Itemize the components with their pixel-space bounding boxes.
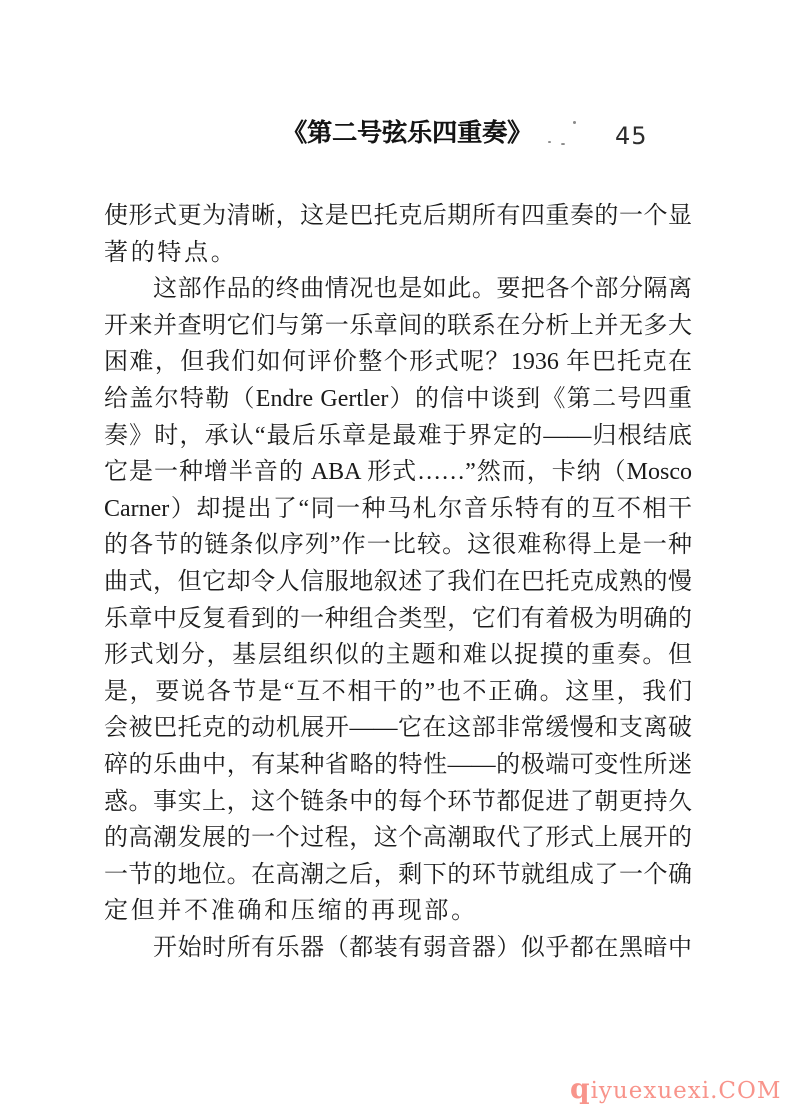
text-line: 曲式，但它却令人信服地叙述了我们在巴托克成熟的慢 <box>104 568 692 595</box>
text-line: 它是一种增半音的 ABA 形式……”然而，卡纳（Mosco <box>104 459 692 486</box>
text-line: 这部作品的终曲情况也是如此。要把各个部分隔离 <box>104 276 692 303</box>
scan-speck <box>561 143 565 145</box>
text-line: 定但并不准确和压缩的再现部。 <box>104 898 478 925</box>
scan-speck <box>548 141 551 143</box>
text-line: 是，要说各节是“互不相干的”也不正确。这里，我们 <box>104 678 692 705</box>
text-line: 著的特点。 <box>104 239 238 266</box>
text-line: 会被巴托克的动机展开——它在这部非常缓慢和支离破 <box>104 715 692 742</box>
text-line: 使形式更为清晰，这是巴托克后期所有四重奏的一个显 <box>104 203 692 229</box>
text-line: 困难，但我们如何评价整个形式呢？1936 年巴托克在 <box>104 349 692 376</box>
text-line: 乐章中反复看到的一种组合类型，它们有着极为明确的 <box>104 605 692 632</box>
text-line: 的各节的链条似序列”作一比较。这很难称得上是一种 <box>104 532 692 559</box>
text-line: 形式划分，基层组织似的主题和难以捉摸的重奏。但 <box>104 642 692 669</box>
scan-speck <box>573 121 576 124</box>
text-line: Carner）却提出了“同一种马札尔音乐特有的互不相干 <box>104 495 692 522</box>
text-line: 一节的地位。在高潮之后，剩下的环节就组成了一个确 <box>104 861 692 888</box>
site-watermark: qiyuexuexi.COM <box>570 1072 782 1105</box>
page-number: 45 <box>615 122 648 150</box>
text-line: 的高潮发展的一个过程，这个高潮取代了形式上展开的 <box>104 825 692 852</box>
text-line: 奏》时，承认“最后乐章是最难于界定的——归根结底 <box>104 422 692 449</box>
text-line: 开始时所有乐器（都装有弱音器）似乎都在黑暗中 <box>104 934 692 961</box>
text-line: 开来并查明它们与第一乐章间的联系在分析上并无多大 <box>104 312 692 339</box>
text-line: 给盖尔特勒（Endre Gertler）的信中谈到《第二号四重 <box>104 385 692 412</box>
body-text <box>104 198 692 966</box>
text-line: 惑。事实上，这个链条中的每个环节都促进了朝更持久 <box>104 788 692 815</box>
text-line: 碎的乐曲中，有某种省略的特性——的极端可变性所迷 <box>104 751 692 778</box>
running-head-title: 《第二号弦乐四重奏》 <box>281 120 533 147</box>
